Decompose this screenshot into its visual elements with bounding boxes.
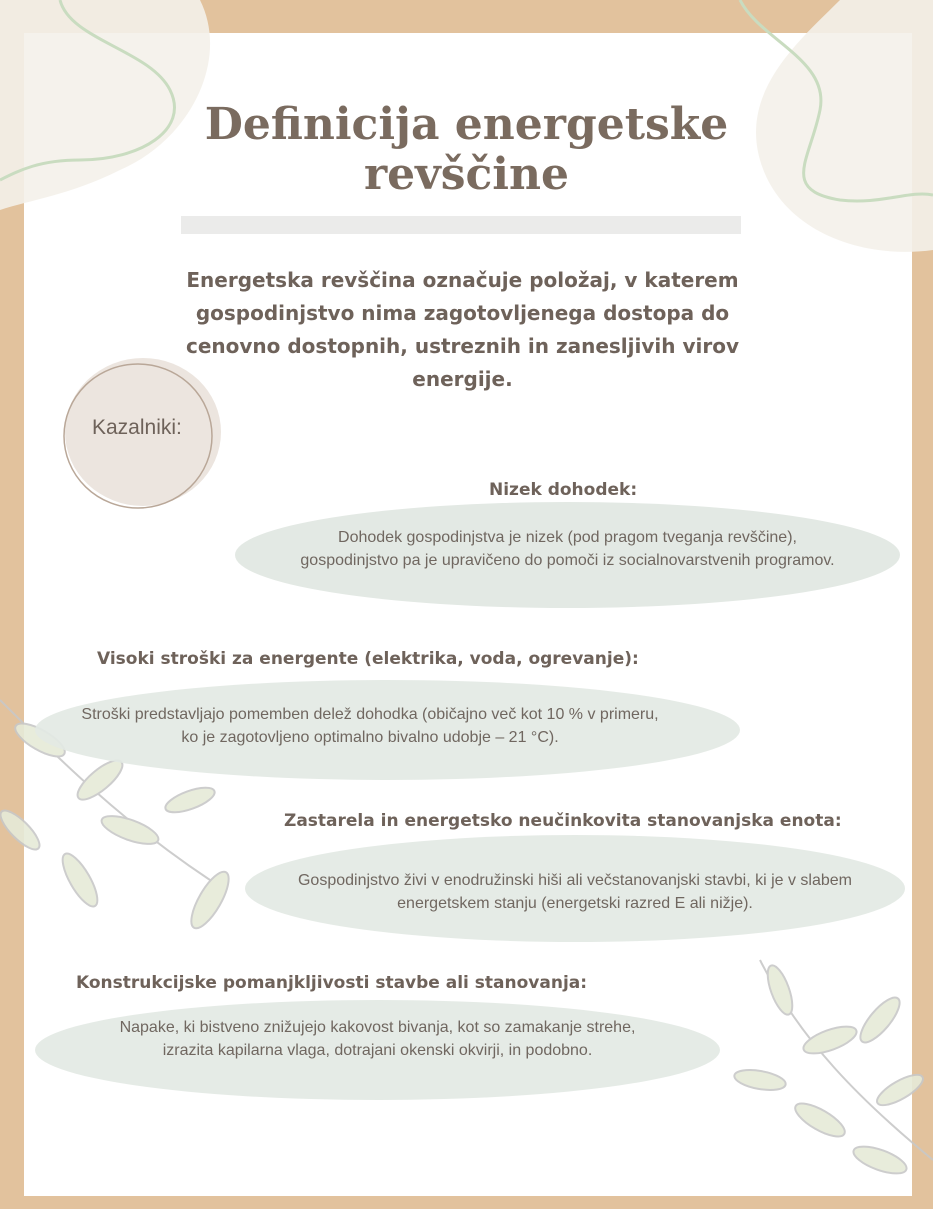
indicator-text-line: Gospodinjstvo živi v enodružinski hiši ali večstanovanjski stavbi, ki je v slabem	[297, 872, 852, 889]
indicator-text-line: Stroški predstavljajo pomemben delež dohodka (običajno več kot 10 % v primeru,	[81, 706, 659, 723]
indicator-text-line: energetskem stanju (energetski razred E ali nižje).	[397, 895, 753, 912]
indicator-heading: Visoki stroški za energente (elektrika, voda, ogrevanje):	[97, 649, 639, 669]
page-title-line2: revščine	[363, 149, 569, 200]
indicator-text-line: izrazita kapilarna vlaga, dotrajani okenski okvirji, in podobno.	[162, 1042, 593, 1059]
indicator-heading: Konstrukcijske pomanjkljivosti stavbe ali stanovanja:	[76, 973, 588, 993]
indicator-heading: Nizek dohodek:	[489, 480, 638, 500]
indicator-heading: Zastarela in energetsko neučinkovita stanovanjska enota:	[284, 811, 842, 831]
indicator-text	[35, 703, 705, 749]
leaf-branch-right	[733, 960, 933, 1179]
indicator-text	[235, 526, 900, 572]
intro-paragraph: Energetska revščina označuje položaj, v katerem gospodinjstvo nima zagotovljenega dostopa do cenovno dostopnih, ustreznih in zanesljivih virov energije.	[185, 268, 739, 391]
indicator-text-line: ko je zagotovljeno optimalno bivalno udobje – 21 °C).	[181, 729, 559, 746]
indicator-text	[35, 1016, 720, 1062]
indicator-text-line: Napake, ki bistveno znižujejo kakovost bivanja, kot so zamakanje strehe,	[119, 1019, 636, 1036]
indicator-text	[245, 869, 905, 915]
indicator-text-line: gospodinjstvo pa je upravičeno do pomoči iz socialnovarstvenih programov.	[300, 552, 835, 569]
indicator-text-line: Dohodek gospodinjstva je nizek (pod pragom tveganja revščine),	[338, 529, 797, 546]
title-underline-bar	[181, 216, 741, 234]
page-title-line1: Definicija energetske	[204, 99, 729, 150]
indicators-label: Kazalniki:	[92, 416, 182, 439]
